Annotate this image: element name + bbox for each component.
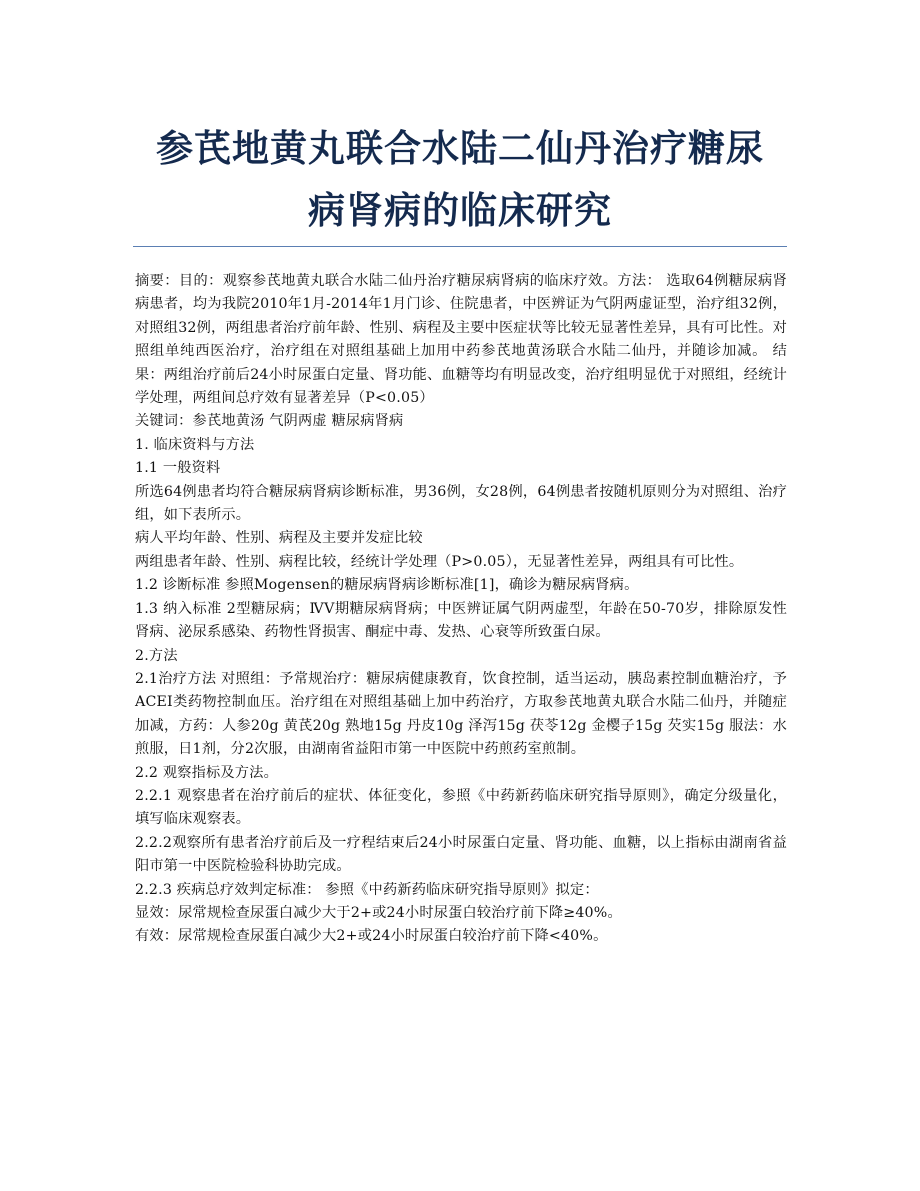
criteria-item: 有效：尿常规检查尿蛋白减少大2+或24小时尿蛋白较治疗前下降<40%。 <box>135 928 608 945</box>
section-heading: 2.方法 <box>135 647 178 664</box>
body-paragraph: 2.2.2观察所有患者治疗前后及一疗程结束后24小时尿蛋白定量、肾功能、血糖，以上指标由湖南省益阳市第一中医院检验科协助完成。 <box>135 834 787 875</box>
body-paragraph: 2.1治疗方法 对照组：予常规治疗：糖尿病健康教育，饮食控制，适当运动，胰岛素控制血糖治疗，予ACEI类药物控制血压。治疗组在对照组基础上加中药治疗，方取参芪地黄丸联合水陆二仙丹，并随症加减，方药：人参20g 黄芪20g 熟地15g 丹皮10g 泽泻15g 茯苓12g 金樱子15g 芡实15g 服法：水煎服，日1剂，分2次服，由湖南省益阳市第一中医院中药煎药室煎制。 <box>135 670 787 758</box>
abstract-paragraph: 摘要：目的：观察参芪地黄丸联合水陆二仙丹治疗糖尿病肾病的临床疗效。方法： 选取64例糖尿病肾病患者，均为我院2010年1月-2014年1月门诊、住院患者，中医辨证为气阴两虚证型，治疗组32例，对照组32例，两组患者治疗前年龄、性别、病程及主要中医症状等比较无显著性差异，具有可比性。对照组单纯西医治疗，治疗组在对照组基础上加用中药参芪地黄汤联合水陆二仙丹，并随诊加减。 结果：两组治疗前后24小时尿蛋白定量、肾功能、血糖等均有明显改变，治疗组明显优于对照组，经统计学处理，两组间总疗效有显著差异（P<0.05） <box>135 273 787 407</box>
title-line-1: 参芪地黄丸联合水陆二仙丹治疗糖尿 <box>156 127 764 170</box>
section-heading: 1. 临床资料与方法 <box>135 436 255 453</box>
subsection-heading: 2.2 观察指标及方法。 <box>135 764 278 781</box>
body-paragraph: 所选64例患者均符合糖尿病肾病诊断标准，男36例，女28例，64例患者按随机原则分为对照组、治疗组，如下表所示。 <box>135 483 787 524</box>
title-divider <box>133 246 787 247</box>
body-paragraph: 两组患者年龄、性别、病程比较，经统计学处理（P>0.05），无显著性差异，两组具有可比性。 <box>135 553 744 570</box>
table-caption: 病人平均年龄、性别、病程及主要并发症比较 <box>135 530 423 547</box>
body-paragraph: 1.2 诊断标准 参照Mogensen的糖尿病肾病诊断标准[1]，确诊为糖尿病肾病。 <box>135 577 639 594</box>
page-title <box>100 118 820 242</box>
body-paragraph: 1.3 纳入标准 2型糖尿病；ⅣⅤ期糖尿病肾病；中医辨证属气阴两虚型，年龄在50-70岁，排除原发性肾病、泌尿系感染、药物性肾损害、酮症中毒、发热、心衰等所致蛋白尿。 <box>135 600 787 641</box>
title-line-2: 病肾病的临床研究 <box>308 189 612 232</box>
body-paragraph: 2.2.1 观察患者在治疗前后的症状、体征变化，参照《中药新药临床研究指导原则》，确定分级量化，填写临床观察表。 <box>135 787 787 828</box>
body-paragraph: 2.2.3 疾病总疗效判定标准： 参照《中药新药临床研究指导原则》拟定： <box>135 881 599 898</box>
keywords-line: 关键词：参芪地黄汤 气阴两虚 糖尿病肾病 <box>135 413 404 430</box>
document-body <box>135 270 787 949</box>
criteria-item: 显效：尿常规检查尿蛋白减少大于2+或24小时尿蛋白较治疗前下降≥40%。 <box>135 904 622 921</box>
subsection-heading: 1.1 一般资料 <box>135 460 221 477</box>
